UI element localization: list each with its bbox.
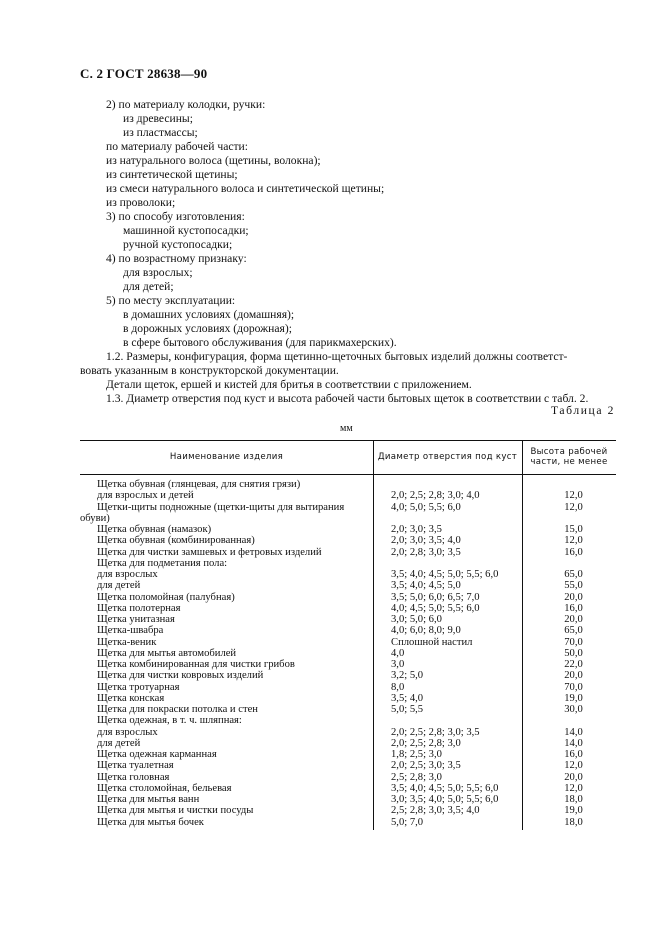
cell-name: Щетки-щиты подножные (щетки-щиты для вытирания bbox=[97, 501, 345, 513]
table-header-rule bbox=[80, 474, 616, 475]
cell-diameter: 3,0 bbox=[391, 659, 405, 670]
table-row bbox=[80, 580, 616, 591]
cell-height: 18,0 bbox=[564, 816, 583, 828]
cell-height: 16,0 bbox=[564, 546, 583, 558]
cell-name: Щетка унитазная bbox=[97, 614, 175, 625]
cell-diameter: 2,0; 2,8; 3,0; 3,5 bbox=[391, 546, 461, 558]
text-line: 5) по месту эксплуатации: bbox=[106, 294, 236, 307]
table-row bbox=[80, 794, 616, 805]
cell-name: Щетка головная bbox=[97, 771, 170, 783]
table-row bbox=[80, 715, 616, 726]
cell-height: 65,0 bbox=[564, 625, 583, 637]
text-line: в сфере бытового обслуживания (для парикмахерских). bbox=[123, 336, 397, 349]
cell-height: 20,0 bbox=[564, 614, 583, 625]
table-row bbox=[80, 760, 616, 771]
cell-name: Щетка одежная, в т. ч. шляпная: bbox=[97, 715, 242, 727]
cell-diameter: 3,2; 5,0 bbox=[391, 670, 424, 682]
cell-diameter: 4,0; 6,0; 8,0; 9,0 bbox=[391, 625, 461, 637]
text-line: для взрослых; bbox=[123, 266, 193, 279]
table-row bbox=[80, 749, 616, 760]
cell-diameter: 5,0; 7,0 bbox=[391, 816, 424, 828]
text-line: по материалу рабочей части: bbox=[106, 140, 248, 153]
cell-name: Щетка одежная карманная bbox=[97, 749, 217, 760]
cell-name: Щетка столомойная, бельевая bbox=[97, 782, 232, 794]
cell-diameter: 2,0; 2,5; 2,8; 3,0 bbox=[391, 737, 461, 749]
cell-name: Щетка туалетная bbox=[97, 760, 174, 772]
header-name: Наименование изделия bbox=[169, 452, 284, 462]
table-row bbox=[80, 502, 616, 513]
cell-height: 20,0 bbox=[564, 591, 583, 603]
cell-diameter: 2,0; 2,5; 2,8; 3,0; 3,5 bbox=[391, 726, 480, 738]
cell-name: для взрослых bbox=[97, 726, 158, 738]
cell-name: Щетка полотерная bbox=[97, 602, 181, 614]
table-row bbox=[80, 513, 616, 524]
text-line: из смеси натурального волоса и синтетической щетины; bbox=[106, 182, 385, 195]
cell-height: 19,0 bbox=[564, 692, 583, 704]
cell-height: 20,0 bbox=[564, 771, 583, 783]
cell-diameter: 3,0; 3,5; 4,0; 5,0; 5,5; 6,0 bbox=[391, 794, 499, 805]
text-line: машинной кустопосадки; bbox=[123, 224, 249, 237]
cell-name: Щетка комбинированная для чистки грибов bbox=[97, 659, 295, 670]
cell-height: 14,0 bbox=[564, 726, 583, 738]
cell-height: 12,0 bbox=[564, 501, 583, 513]
table-row bbox=[80, 592, 616, 603]
cell-name: для детей bbox=[97, 737, 141, 749]
cell-name: Щетка конская bbox=[97, 692, 165, 704]
table-row bbox=[80, 738, 616, 749]
cell-diameter: 3,5; 5,0; 6,0; 6,5; 7,0 bbox=[391, 591, 480, 603]
table-row bbox=[80, 535, 616, 546]
cell-name: Щетка-швабра bbox=[97, 625, 164, 637]
text-line: 3) по способу изготовления: bbox=[106, 210, 245, 223]
cell-diameter: Сплошной настил bbox=[391, 636, 473, 648]
text-line: 1.2. Размеры, конфигурация, форма щетинно-щеточных бытовых изделий должны соответст- bbox=[106, 350, 568, 363]
cell-name: Щетка для чистки замшевых и фетровых изделий bbox=[97, 546, 322, 558]
table-units: мм bbox=[340, 423, 353, 434]
cell-diameter: 2,5; 2,8; 3,0 bbox=[391, 771, 442, 783]
cell-diameter: 2,5; 2,8; 3,0; 3,5; 4,0 bbox=[391, 805, 480, 817]
table-row bbox=[80, 637, 616, 648]
cell-height: 50,0 bbox=[564, 647, 583, 659]
cell-height: 16,0 bbox=[564, 602, 583, 614]
table-row bbox=[80, 648, 616, 659]
cell-name: Щетка для подметания пола: bbox=[97, 557, 228, 569]
header-height: Высота рабочей части, не менее bbox=[530, 447, 608, 467]
cell-name: Щетка обувная (комбинированная) bbox=[97, 535, 255, 547]
table-row bbox=[80, 558, 616, 569]
cell-diameter: 2,0; 3,0; 3,5 bbox=[391, 524, 442, 535]
cell-height: 19,0 bbox=[564, 805, 583, 817]
cell-diameter: 3,5; 4,0; 4,5; 5,0 bbox=[391, 580, 461, 592]
cell-name: обуви) bbox=[80, 512, 110, 524]
text-line: из синтетической щетины; bbox=[106, 168, 238, 181]
table-row bbox=[80, 772, 616, 783]
text-line: из натурального волоса (щетины, волокна); bbox=[106, 154, 321, 167]
table-row bbox=[80, 569, 616, 580]
cell-diameter: 5,0; 5,5 bbox=[391, 704, 424, 715]
cell-name: для взрослых и детей bbox=[97, 490, 194, 502]
text-line: вовать указанным в конструкторской документации. bbox=[80, 364, 339, 377]
table-row bbox=[80, 693, 616, 704]
cell-name: Щетка для покраски потолка и стен bbox=[97, 704, 258, 715]
cell-diameter: 4,0 bbox=[391, 647, 405, 659]
cell-height: 12,0 bbox=[564, 760, 583, 772]
cell-name: Щетка для мытья и чистки посуды bbox=[97, 805, 254, 817]
cell-name: Щетка-веник bbox=[97, 636, 157, 648]
table-row bbox=[80, 817, 616, 828]
table-row bbox=[80, 659, 616, 670]
text-line: ручной кустопосадки; bbox=[123, 238, 233, 251]
text-line: в дорожных условиях (дорожная); bbox=[123, 322, 292, 335]
cell-diameter: 1,8; 2,5; 3,0 bbox=[391, 749, 442, 760]
text-line: 2) по материалу колодки, ручки: bbox=[106, 98, 266, 111]
text-line: из древесины; bbox=[123, 112, 193, 125]
cell-height: 20,0 bbox=[564, 670, 583, 682]
cell-name: Щетка тротуарная bbox=[97, 681, 180, 693]
cell-diameter: 2,0; 3,0; 3,5; 4,0 bbox=[391, 535, 461, 547]
cell-height: 70,0 bbox=[564, 681, 583, 693]
cell-diameter: 3,0; 5,0; 6,0 bbox=[391, 614, 442, 625]
text-line: 1.3. Диаметр отверстия под куст и высота рабочей части бытовых щеток в соответствии с табл. 2. bbox=[106, 392, 589, 405]
cell-height: 22,0 bbox=[564, 659, 583, 670]
text-line: из пластмассы; bbox=[123, 126, 198, 139]
cell-diameter: 4,0; 4,5; 5,0; 5,5; 6,0 bbox=[391, 602, 480, 614]
text-line: в домашних условиях (домашняя); bbox=[123, 308, 295, 321]
cell-diameter: 8,0 bbox=[391, 681, 405, 693]
cell-height: 70,0 bbox=[564, 636, 583, 648]
page-header: С. 2 ГОСТ 28638—90 bbox=[80, 66, 208, 81]
cell-height: 16,0 bbox=[564, 749, 583, 760]
cell-height: 14,0 bbox=[564, 737, 583, 749]
cell-diameter: 4,0; 5,0; 5,5; 6,0 bbox=[391, 501, 461, 513]
cell-name: Щетка для мытья бочек bbox=[97, 816, 204, 828]
cell-height: 55,0 bbox=[564, 580, 583, 592]
cell-name: для взрослых bbox=[97, 569, 158, 580]
cell-height: 30,0 bbox=[564, 704, 583, 715]
table-row bbox=[80, 670, 616, 681]
table-row bbox=[80, 547, 616, 558]
table-row bbox=[80, 614, 616, 625]
header-diameter: Диаметр отверстия под куст bbox=[377, 452, 518, 462]
table-row bbox=[80, 783, 616, 794]
table-row bbox=[80, 727, 616, 738]
cell-diameter: 2,0; 2,5; 2,8; 3,0; 4,0 bbox=[391, 490, 480, 502]
table-row bbox=[80, 479, 616, 490]
table-row bbox=[80, 603, 616, 614]
table-row bbox=[80, 625, 616, 636]
cell-height: 65,0 bbox=[564, 569, 583, 580]
cell-name: Щетка для чистки ковровых изделий bbox=[97, 670, 264, 682]
cell-height: 15,0 bbox=[564, 524, 583, 535]
cell-name: Щетка обувная (глянцевая, для снятия грязи) bbox=[97, 479, 301, 490]
table-row bbox=[80, 490, 616, 501]
cell-name: Щетка обувная (намазок) bbox=[97, 524, 212, 535]
cell-height: 12,0 bbox=[564, 490, 583, 502]
table-row bbox=[80, 704, 616, 715]
cell-diameter: 3,5; 4,0 bbox=[391, 692, 424, 704]
cell-name: Щетка для мытья автомобилей bbox=[97, 647, 237, 659]
text-line: Детали щеток, ершей и кистей для бритья в соответствии с приложением. bbox=[106, 378, 472, 391]
table-row bbox=[80, 524, 616, 535]
text-line: для детей; bbox=[123, 280, 174, 293]
text-line: из проволоки; bbox=[106, 196, 176, 209]
cell-name: Щетка для мытья ванн bbox=[97, 794, 200, 805]
cell-diameter: 2,0; 2,5; 3,0; 3,5 bbox=[391, 760, 461, 772]
cell-name: для детей bbox=[97, 580, 141, 592]
table-row bbox=[80, 805, 616, 816]
cell-height: 12,0 bbox=[564, 535, 583, 547]
cell-height: 12,0 bbox=[564, 782, 583, 794]
cell-diameter: 3,5; 4,0; 4,5; 5,0; 5,5; 6,0 bbox=[391, 569, 499, 580]
table-caption: Таблица 2 bbox=[551, 404, 615, 417]
table-row bbox=[80, 682, 616, 693]
cell-diameter: 3,5; 4,0; 4,5; 5,0; 5,5; 6,0 bbox=[391, 782, 499, 794]
cell-name: Щетка поломойная (палубная) bbox=[97, 591, 235, 603]
cell-height: 18,0 bbox=[564, 794, 583, 805]
text-line: 4) по возрастному признаку: bbox=[106, 252, 247, 265]
